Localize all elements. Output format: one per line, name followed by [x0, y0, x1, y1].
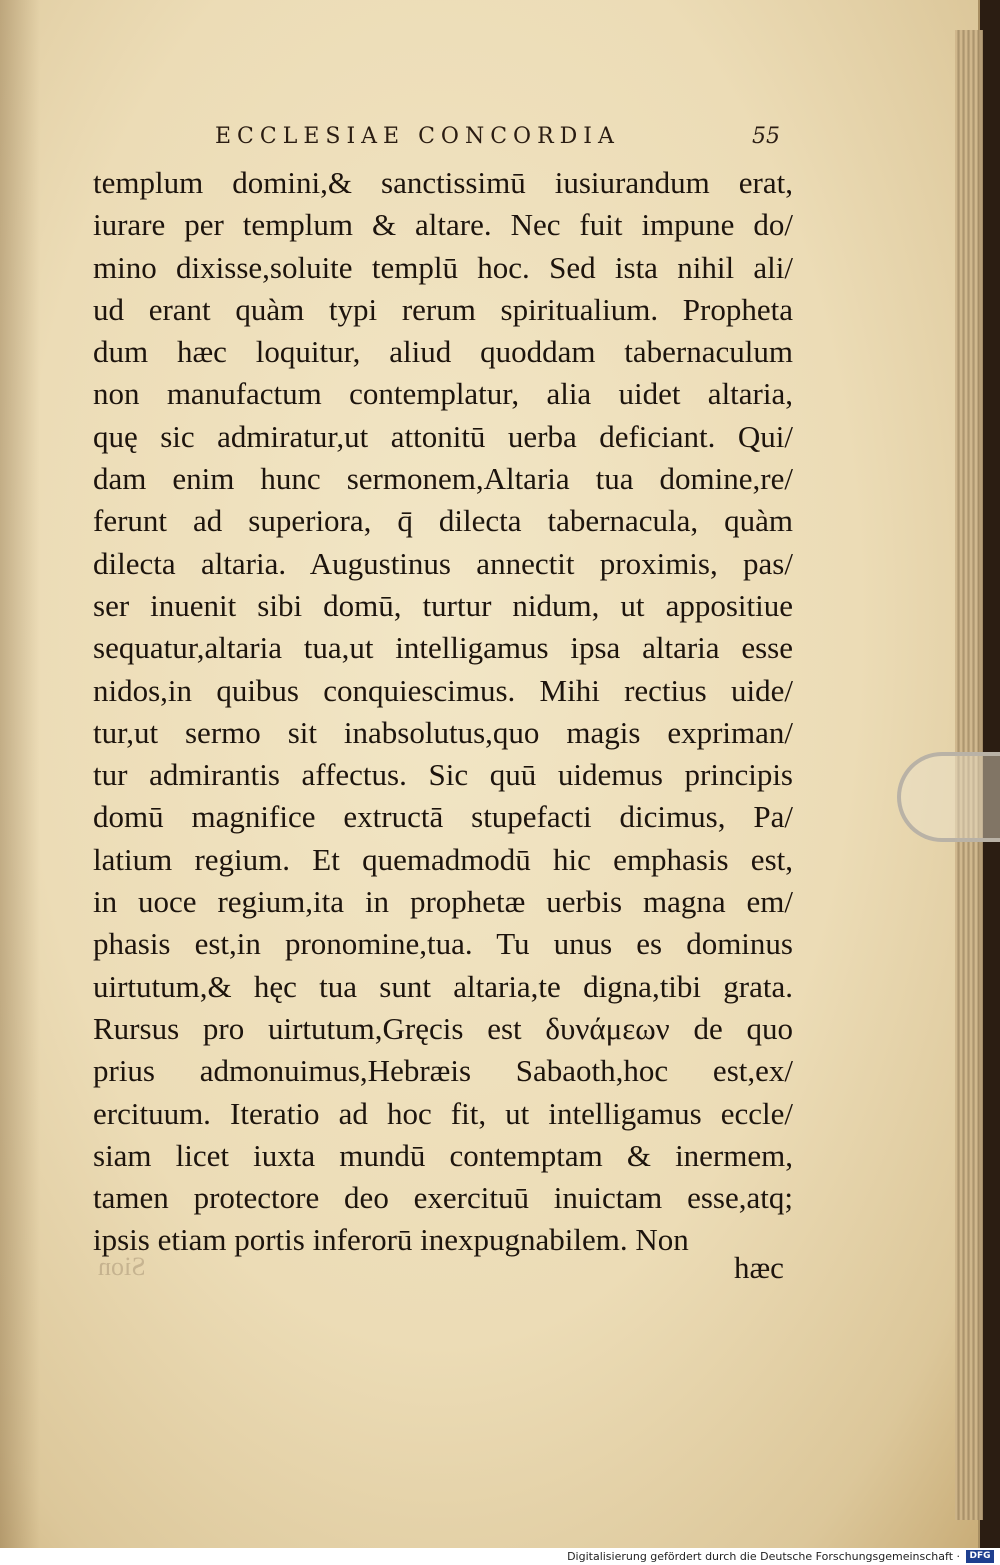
- text-line: prius admonuimus,Hebræis Sabaoth,hoc est,ex/: [93, 1053, 793, 1089]
- text-line: tur,ut sermo sit inabsolutus,quo magis expriman/: [93, 714, 793, 750]
- text-line: mino dixisse,soluite templū hoc. Sed ista nihil ali/: [93, 249, 793, 285]
- text-line: sequatur,altaria tua,ut intelligamus ipsa altaria esse: [93, 630, 793, 666]
- dfg-logo-icon: DFG: [966, 1550, 994, 1563]
- showthrough-text: Sion: [98, 1252, 146, 1281]
- text-line: ipsis etiam portis inferorū inexpugnabilem. Non: [93, 1222, 689, 1258]
- text-line: dilecta altaria. Augustinus annectit proximis, pas/: [93, 545, 793, 581]
- text-line: iurare per templum & altare. Nec fuit impune do/: [93, 207, 793, 243]
- text-line: phasis est,in pronomine,tua. Tu unus es dominus: [93, 926, 793, 962]
- text-line: uirtutum,& hęc tua sunt altaria,te digna,tibi grata.: [93, 968, 793, 1004]
- text-line: tur admirantis affectus. Sic quū uidemus principis: [93, 757, 793, 793]
- text-line: templum domini,& sanctissimū iusiurandum erat,: [93, 165, 793, 200]
- text-line: ser inuenit sibi domū, turtur nidum, ut appositiue: [93, 587, 793, 623]
- catchword: hæc: [734, 1250, 784, 1285]
- book-clip: [897, 752, 1000, 842]
- text-line: non manufactum contemplatur, alia uidet altaria,: [93, 376, 793, 412]
- text-line: ud erant quàm typi rerum spiritualium. Propheta: [93, 291, 793, 327]
- text-line: ercituum. Iteratio ad hoc fit, ut intelligamus eccle/: [93, 1095, 793, 1131]
- text-line: siam licet iuxta mundū contemptam & inermem,: [93, 1137, 793, 1173]
- text-line: quę sic admiratur,ut attonitū uerba deficiant. Qui/: [93, 418, 793, 454]
- text-line: domū magnifice extructā stupefacti dicimus, Pa/: [93, 799, 793, 835]
- gutter-shadow: [0, 0, 40, 1548]
- text-line: tamen protectore deo exercituū inuictam esse,atq;: [93, 1180, 793, 1216]
- text-block: [93, 162, 793, 1262]
- running-head: ECCLESIAE CONCORDIA: [215, 124, 620, 149]
- text-line: dum hæc loquitur, aliud quoddam tabernaculum: [93, 334, 793, 370]
- text-line: in uoce regium,ita in prophetæ uerbis magna em/: [93, 884, 793, 920]
- digitization-credit: Digitalisierung gefördert durch die Deutsche Forschungsgemeinschaft ·: [567, 1550, 960, 1563]
- text-line: ferunt ad superiora, q̄ dilecta tabernacula, quàm: [93, 503, 793, 539]
- text-line: latium regium. Et quemadmodū hic emphasis est,: [93, 841, 793, 877]
- text-line: Rursus pro uirtutum,Gręcis est δυνάμεων de quo: [93, 1010, 793, 1046]
- page-number: 55: [752, 124, 780, 149]
- text-line: dam enim hunc sermonem,Altaria tua domine,re/: [93, 461, 793, 497]
- text-line: nidos,in quibus conquiescimus. Mihi rectius uide/: [93, 672, 793, 708]
